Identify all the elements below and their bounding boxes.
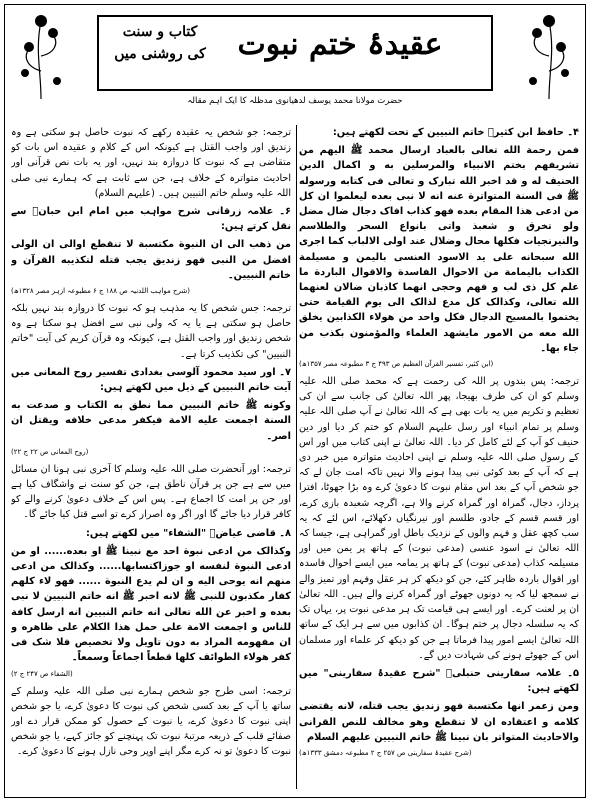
subtitle-line-2: کی روشنی میں (114, 46, 206, 62)
paragraph-ur: ترجمہ: اور آنحضرت صلی اللہ علیہ وسلم کا آخری نبی ہونا ان مسائل میں سے ہے جن پر قرآن ناطق ہے، جن کو سنت نے واشگاف کیا ہے اور جن پر امت کا اجماع ہے۔ پس اس کے خلاف دعویٰ کرنے والے کو کافر قرار دیا جائے گا اور اگر وہ اصرار کرے تو اسے قتل کیا جائے گا۔ (11, 463, 291, 521)
paragraph-ur: ترجمہ: پس بندوں پر اللہ کی رحمت ہے کہ محمد صلی اللہ علیہ وسلم کو ان کی طرف بھیجا، پھر اللہ تعالیٰ کی جانب سے ان کی تعظیم و تکریم میں یہ بات بھی ہے کہ اللہ تعالیٰ نے آپ صلی اللہ علیہ وسلم پر تمام انبیاء اور رسل علیہم السلام کو ختم کر دیا اور دین حنیف کو آپ کے لئے کامل کر دیا۔ اللہ تعالیٰ نے اپنی کتاب میں اور اس کے رسول صلی اللہ علیہ وسلم نے اپنی احادیث متواترہ میں خبر دی ہے کہ آپ کے بعد کوئی نبی پیدا ہونے والا نہیں تاکہ امت جان لے کہ جو شخص آپ کے بعد اس مقام نبوت کا دعویٰ کرے وہ بڑا جھوٹا، افترا پرداز، دجال، گمراہ اور گمراہ کرنے والا ہے، اگرچہ شعبدہ بازی کرے، اور قسم قسم کے جادو، طلسم اور نیرنگیاں دکھلائے، اس لئے کہ یہ سب کچھ عقل و فہم والوں کے نزدیک باطل اور گمراہی ہے، جیسا کہ اللہ تعالیٰ نے اسود عنسی (مدعی نبوت) کے ہاتھ پر یمن میں اور مسیلمہ کذاب (مدعی نبوت) کے ہاتھ پر یمامہ میں ایسے احوال فاسدہ اور اقوال باردہ ظاہر کئے، جن کو دیکھ کر ہر عقل وفہم اور تمیز والے نے سمجھ لیا کہ یہ دونوں جھوٹے اور گمراہ کرنے والے ہیں۔ اللہ تعالیٰ ان پر لعنت کرے۔ اور ایسے ہی قیامت تک ہر مدعی نبوت پر، یہاں تک کہ یہ سلسلہ دجال پر ختم ہوگا۔ ان کذابوں میں سے ہر ایک کے ساتھ اللہ تعالیٰ ایسے امور پیدا فرماتا ہے جن کو دیکھ کر علماء اور مسلمان اس کے جھوٹے ہونے کی شہادت دیں گے۔ (299, 376, 579, 661)
paragraph-head: ۴۔ حافظ ابن کثیرؒ خاتم النبیین کے تحت لکھتے ہیں: (332, 127, 579, 138)
column-divider (296, 125, 297, 789)
paragraph-head: ۵۔ علامہ سفارینی حنبلیؒ "شرح عقیدۂ سفارینی" میں لکھتے ہیں: (299, 667, 579, 695)
paragraph-ur: ترجمہ: جو شخص یہ عقیدہ رکھے کہ نبوت حاصل ہو سکتی ہے وہ زندیق اور واجب القتل ہے کیونکہ اس کے کلام و عقیدہ اس بات کو متقاضی ہے کہ نبوت کا دروازہ بند نہیں، اور یہ بات نص قرآنی اور احادیث متواترہ کے خلاف ہے، جن سے ثابت ہے کہ ہمارے نبی صلی اللہ علیہ وسلم خاتم النبیین ہیں۔ (علیہم السلام) (11, 127, 291, 199)
paragraph-ar: من ذهب الی ان النبوة مکتسبة لا تنقطع اوالی ان الولی افضل من النبی فهو زندیق یجب قتله لتکذیبه القرآن و خاتم النبیین۔ (11, 239, 291, 281)
left-column (11, 125, 291, 791)
paragraph-ar: فمن رحمة الله تعالی بالعباد ارسال محمد ﷺ الیهم من تشریفهم بختم الانبیاء والمرسلین به و اکمال الدین الحنیف له و قد اخبر الله تبارک و تعالی فی کتابه ورسوله ﷺ فی السنة المتواترة عنه انه لا نبی بعده لیعلموا ان کل من ادعی هذا المقام بعده فهو کذاب افاک دجال ضال مضل ولو تخرق و شعبذ واتی بانواع السحر والطلاسم والنیرنجیات فکلها محال وضلال عند اولی الالباب کما اجری الله سبحانه علی ید الاسود العنسی بالیمن و مسیلمة الکذاب بالیمامة من الاحوال الفاسدة والاقوال الباردة ما علم کل ذی لب و فهم وحجی انهما کاذبان ضالان لعنهما الله تعالی، وکذالک کل مدع لذالک الی یوم القیامة حتی یختموا بالمسیح الدجال فکل واحد من هولاء الکذابین یخلق الله معه من الامور مایشهد العلماء والمؤمنون بکذب من جاء بها۔ (299, 145, 579, 354)
paragraph-head: ۶۔ علامہ زرقانی شرح مواہب میں امام ابن حبانؒ سے نقل کرتے ہیں: (11, 206, 291, 233)
paragraph-ar: وکونه ﷺ خاتم النبیین مما نطق به الکتاب و صدعت به السنة اجمعت علیه الامة فیکفر مدعی خلافه ویقتل ان اصر۔ (11, 400, 291, 442)
paragraph-ref: (الشفاء ص ۲۴۷ ج ۲) (11, 669, 73, 678)
floral-ornament-right-icon (523, 11, 575, 101)
paragraph-ur: ترجمہ: اسی طرح جو شخص ہمارے نبی صلی اللہ علیہ وسلم کے ساتھ یا آپ کے بعد کسی شخص کی نبوت کا دعویٰ کرے، یا جو شخص اپنی نبوت کا دعویٰ کرے، یا نبوت کے حصول کو ممکن قرار دے اور صفائے قلب کے ذریعہ مرتبۂ نبوت تک پہنچنے کو جائز کہے، یا جو شخص نبوت کا دعویٰ تو نہ کرے مگر اپنے اوپر وحی نازل ہونے کا دعویٰ کرے۔ (11, 685, 291, 758)
paragraph-head: ۷۔ اور سید محمود آلوسی بغدادی تفسیر روح المعانی میں آیت خاتم النبیین کے ذیل میں لکھتے ہیں: (11, 366, 291, 394)
author-byline: حضرت مولانا محمد یوسف لدھیانوی مدظلہ کا ایک اہم مقالہ (187, 96, 403, 106)
paragraph-ref: (شرح مواہب اللدنیہ ص ۱۸۸ ج ۶ مطبوعہ ازہر مصر ۱۳۲۸ھ) (11, 287, 190, 296)
paragraph-ar: ومن زعمر انها مکتسبة فهو زندیق یجب قتله، لانه یقتضی کلامه و اعتقاده ان لا تنقطع وهو مخالف للنص القرانی والاحادیث المتواتر بان نبینا ﷺ خاتم النبیین علیهم السلام (299, 701, 579, 743)
paragraph-ref: (روح المعانی ص ۲۲ ج ۲۲) (11, 447, 89, 456)
paragraph-ur: ترجمہ: جس شخص کا یہ مذہب ہو کہ نبوت کا دروازہ بند نہیں بلکہ حاصل ہو سکتی ہے یا یہ کہ ولی نبی سے افضل ہو سکتا ہے وہ شخص زندیق اور واجب القتل ہے، کیونکہ وہ قرآن کریم کی آیت "خاتم النبیین" کی تکذیب کرتا ہے۔ (11, 303, 291, 360)
paragraph-head: ۸۔ قاضی عیاضؒ "الشفاء" میں لکھتے ہیں: (86, 527, 291, 539)
right-column (299, 125, 579, 791)
paragraph-ref: (شرح عقیدۂ سفارینی ص ۲۵۷ ج ۲ مطبوعہ دمشق ۱۳۳۳ھ) (299, 748, 472, 757)
paragraph-ar: وکذالک من ادعی نبوة احد مع نبینا ﷺ او بعده...... او من ادعی النبوة لنفسه او جوزاکتسابها...... وکذالک من ادعی منهم انه یوحی الیه و ان لم یدع النبوة ...... فهو لاء کلهم کفار مکذبون للنبی ﷺ لانه اخبر ﷺ انه خاتم النبیین لا نبی بعده و اخبر عن الله تعالی انه خاتم النبیین انه ارسل کافة للناس و اجمعت الامة علی حمل هذا الکلام علی ظاهره و ان مفهومه المراد به دون تاویل ولا تخصیص فلا شک فی کفر هولاء الطوائف کلها قطعاً اجماعاً وسمعاً۔ (11, 545, 291, 664)
floral-ornament-left-icon (15, 11, 67, 101)
subtitle-line-1: کتاب و سنت (122, 24, 198, 40)
paragraph-ref: (ابن کثیر، تفسیر القرآن العظیم ص ۴۹۳ ج ۳ مطبوعہ مصر ۱۳۵۷ھ) (299, 360, 494, 369)
article-title: عقیدۂ ختم نبوت (237, 27, 443, 62)
article-subtitle (105, 21, 215, 65)
article-page (4, 4, 586, 798)
article-header (5, 5, 585, 117)
